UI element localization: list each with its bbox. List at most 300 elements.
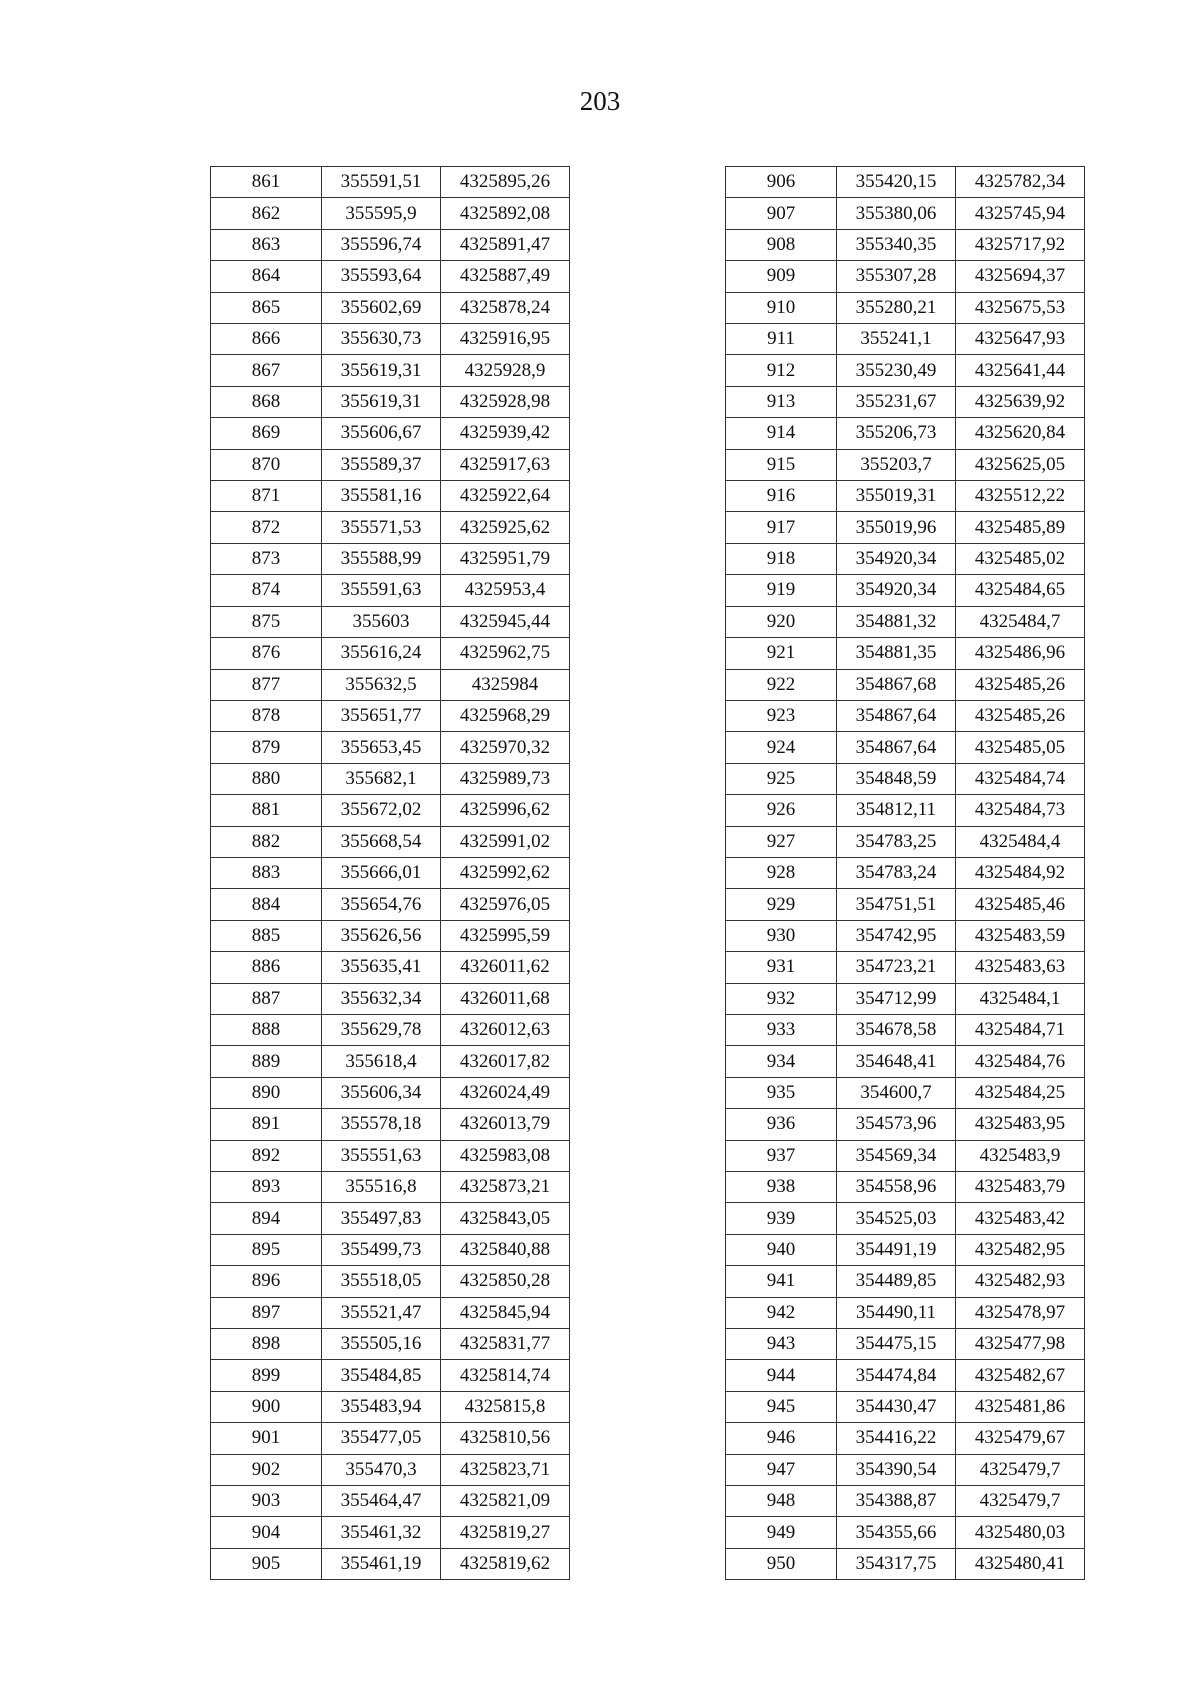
table-row	[726, 1423, 1085, 1454]
x-coordinate-cell: 355682,1	[322, 763, 441, 794]
table-row	[726, 732, 1085, 763]
y-coordinate-cell: 4325483,42	[956, 1203, 1085, 1234]
point-number-cell: 899	[211, 1360, 322, 1391]
point-number-cell: 921	[726, 638, 837, 669]
table-row	[211, 481, 570, 512]
y-coordinate-cell: 4325484,4	[956, 826, 1085, 857]
point-number-cell: 914	[726, 418, 837, 449]
x-coordinate-cell: 355653,45	[322, 732, 441, 763]
y-coordinate-cell: 4325850,28	[441, 1266, 570, 1297]
table-row	[726, 669, 1085, 700]
y-coordinate-cell: 4325843,05	[441, 1203, 570, 1234]
point-number-cell: 916	[726, 481, 837, 512]
point-number-cell: 950	[726, 1548, 837, 1579]
x-coordinate-cell: 355483,94	[322, 1391, 441, 1422]
table-row	[211, 1391, 570, 1422]
x-coordinate-cell: 354390,54	[837, 1454, 956, 1485]
point-number-cell: 943	[726, 1329, 837, 1360]
table-row	[211, 229, 570, 260]
x-coordinate-cell: 355596,74	[322, 229, 441, 260]
y-coordinate-cell: 4325891,47	[441, 229, 570, 260]
x-coordinate-cell: 355591,63	[322, 575, 441, 606]
point-number-cell: 935	[726, 1077, 837, 1108]
point-number-cell: 923	[726, 700, 837, 731]
y-coordinate-cell: 4325479,67	[956, 1423, 1085, 1454]
point-number-cell: 922	[726, 669, 837, 700]
x-coordinate-cell: 354812,11	[837, 795, 956, 826]
point-number-cell: 904	[211, 1517, 322, 1548]
table-row	[726, 1203, 1085, 1234]
y-coordinate-cell: 4325815,8	[441, 1391, 570, 1422]
y-coordinate-cell: 4325482,67	[956, 1360, 1085, 1391]
y-coordinate-cell: 4325892,08	[441, 198, 570, 229]
x-coordinate-cell: 354474,84	[837, 1360, 956, 1391]
table-row	[211, 1454, 570, 1485]
point-number-cell: 864	[211, 261, 322, 292]
x-coordinate-cell: 354490,11	[837, 1297, 956, 1328]
x-coordinate-cell: 355635,41	[322, 952, 441, 983]
y-coordinate-cell: 4325970,32	[441, 732, 570, 763]
x-coordinate-cell: 355280,21	[837, 292, 956, 323]
y-coordinate-cell: 4325717,92	[956, 229, 1085, 260]
table-row	[211, 763, 570, 794]
x-coordinate-cell: 355602,69	[322, 292, 441, 323]
point-number-cell: 948	[726, 1486, 837, 1517]
y-coordinate-cell: 4325814,74	[441, 1360, 570, 1391]
point-number-cell: 911	[726, 324, 837, 355]
y-coordinate-cell: 4325484,7	[956, 606, 1085, 637]
x-coordinate-cell: 355603	[322, 606, 441, 637]
point-number-cell: 871	[211, 481, 322, 512]
table-row	[726, 481, 1085, 512]
y-coordinate-cell: 4325996,62	[441, 795, 570, 826]
point-number-cell: 905	[211, 1548, 322, 1579]
point-number-cell: 934	[726, 1046, 837, 1077]
x-coordinate-cell: 354430,47	[837, 1391, 956, 1422]
y-coordinate-cell: 4325840,88	[441, 1234, 570, 1265]
point-number-cell: 880	[211, 763, 322, 794]
table-row	[211, 1548, 570, 1579]
table-row	[726, 1517, 1085, 1548]
x-coordinate-cell: 355581,16	[322, 481, 441, 512]
table-row	[211, 889, 570, 920]
point-number-cell: 918	[726, 543, 837, 574]
table-row	[726, 292, 1085, 323]
y-coordinate-cell: 4325976,05	[441, 889, 570, 920]
y-coordinate-cell: 4325483,95	[956, 1109, 1085, 1140]
point-number-cell: 872	[211, 512, 322, 543]
y-coordinate-cell: 4326017,82	[441, 1046, 570, 1077]
x-coordinate-cell: 355019,96	[837, 512, 956, 543]
x-coordinate-cell: 355606,34	[322, 1077, 441, 1108]
y-coordinate-cell: 4325479,7	[956, 1486, 1085, 1517]
point-number-cell: 944	[726, 1360, 837, 1391]
point-number-cell: 868	[211, 386, 322, 417]
point-number-cell: 942	[726, 1297, 837, 1328]
x-coordinate-cell: 355632,5	[322, 669, 441, 700]
table-row	[726, 1329, 1085, 1360]
table-row	[726, 606, 1085, 637]
table-row	[211, 952, 570, 983]
point-number-cell: 877	[211, 669, 322, 700]
table-row	[726, 1077, 1085, 1108]
x-coordinate-cell: 355461,32	[322, 1517, 441, 1548]
table-row	[726, 198, 1085, 229]
table-row	[211, 920, 570, 951]
x-coordinate-cell: 355206,73	[837, 418, 956, 449]
table-row	[211, 1423, 570, 1454]
table-body	[211, 167, 570, 1580]
table-row	[211, 700, 570, 731]
y-coordinate-cell: 4325484,71	[956, 1014, 1085, 1045]
table-row	[726, 983, 1085, 1014]
y-coordinate-cell: 4325484,73	[956, 795, 1085, 826]
y-coordinate-cell: 4325916,95	[441, 324, 570, 355]
point-number-cell: 889	[211, 1046, 322, 1077]
table-row	[211, 1077, 570, 1108]
point-number-cell: 884	[211, 889, 322, 920]
x-coordinate-cell: 355497,83	[322, 1203, 441, 1234]
point-number-cell: 928	[726, 857, 837, 888]
table-row	[726, 1391, 1085, 1422]
point-number-cell: 901	[211, 1423, 322, 1454]
x-coordinate-cell: 355666,01	[322, 857, 441, 888]
y-coordinate-cell: 4325782,34	[956, 167, 1085, 198]
table-row	[726, 1172, 1085, 1203]
point-number-cell: 879	[211, 732, 322, 763]
y-coordinate-cell: 4325625,05	[956, 449, 1085, 480]
table-row	[726, 386, 1085, 417]
table-row	[211, 355, 570, 386]
point-number-cell: 894	[211, 1203, 322, 1234]
table-row	[726, 1109, 1085, 1140]
y-coordinate-cell: 4325925,62	[441, 512, 570, 543]
y-coordinate-cell: 4325821,09	[441, 1486, 570, 1517]
point-number-cell: 917	[726, 512, 837, 543]
x-coordinate-cell: 354569,34	[837, 1140, 956, 1171]
y-coordinate-cell: 4325951,79	[441, 543, 570, 574]
y-coordinate-cell: 4325945,44	[441, 606, 570, 637]
x-coordinate-cell: 354317,75	[837, 1548, 956, 1579]
y-coordinate-cell: 4325641,44	[956, 355, 1085, 386]
point-number-cell: 861	[211, 167, 322, 198]
point-number-cell: 890	[211, 1077, 322, 1108]
x-coordinate-cell: 355380,06	[837, 198, 956, 229]
x-coordinate-cell: 355618,4	[322, 1046, 441, 1077]
x-coordinate-cell: 355470,3	[322, 1454, 441, 1485]
x-coordinate-cell: 355616,24	[322, 638, 441, 669]
table-row	[726, 1360, 1085, 1391]
y-coordinate-cell: 4325995,59	[441, 920, 570, 951]
table-body	[726, 167, 1085, 1580]
x-coordinate-cell: 355606,67	[322, 418, 441, 449]
table-row	[726, 1266, 1085, 1297]
x-coordinate-cell: 354388,87	[837, 1486, 956, 1517]
point-number-cell: 891	[211, 1109, 322, 1140]
point-number-cell: 945	[726, 1391, 837, 1422]
coordinates-table-right	[725, 166, 1085, 1580]
table-row	[726, 1548, 1085, 1579]
y-coordinate-cell: 4325928,9	[441, 355, 570, 386]
table-row	[726, 1046, 1085, 1077]
y-coordinate-cell: 4325485,02	[956, 543, 1085, 574]
y-coordinate-cell: 4325831,77	[441, 1329, 570, 1360]
point-number-cell: 929	[726, 889, 837, 920]
x-coordinate-cell: 354712,99	[837, 983, 956, 1014]
x-coordinate-cell: 354678,58	[837, 1014, 956, 1045]
table-row	[211, 324, 570, 355]
point-number-cell: 927	[726, 826, 837, 857]
point-number-cell: 887	[211, 983, 322, 1014]
table-row	[726, 543, 1085, 574]
table-row	[211, 575, 570, 606]
x-coordinate-cell: 355231,67	[837, 386, 956, 417]
x-coordinate-cell: 355516,8	[322, 1172, 441, 1203]
y-coordinate-cell: 4325485,26	[956, 700, 1085, 731]
table-row	[211, 669, 570, 700]
y-coordinate-cell: 4325873,21	[441, 1172, 570, 1203]
table-row	[211, 795, 570, 826]
point-number-cell: 947	[726, 1454, 837, 1485]
table-row	[211, 543, 570, 574]
point-number-cell: 870	[211, 449, 322, 480]
x-coordinate-cell: 355230,49	[837, 355, 956, 386]
point-number-cell: 897	[211, 1297, 322, 1328]
point-number-cell: 912	[726, 355, 837, 386]
table-row	[211, 826, 570, 857]
table-row	[211, 1329, 570, 1360]
table-row	[211, 449, 570, 480]
point-number-cell: 865	[211, 292, 322, 323]
point-number-cell: 946	[726, 1423, 837, 1454]
x-coordinate-cell: 355619,31	[322, 386, 441, 417]
table-row	[726, 857, 1085, 888]
point-number-cell: 926	[726, 795, 837, 826]
x-coordinate-cell: 354751,51	[837, 889, 956, 920]
table-row	[726, 418, 1085, 449]
x-coordinate-cell: 354742,95	[837, 920, 956, 951]
table-row	[211, 1014, 570, 1045]
x-coordinate-cell: 355505,16	[322, 1329, 441, 1360]
y-coordinate-cell: 4325478,97	[956, 1297, 1085, 1328]
table-row	[726, 700, 1085, 731]
x-coordinate-cell: 355521,47	[322, 1297, 441, 1328]
y-coordinate-cell: 4325484,1	[956, 983, 1085, 1014]
point-number-cell: 932	[726, 983, 837, 1014]
y-coordinate-cell: 4325481,86	[956, 1391, 1085, 1422]
x-coordinate-cell: 354783,25	[837, 826, 956, 857]
x-coordinate-cell: 355654,76	[322, 889, 441, 920]
y-coordinate-cell: 4326012,63	[441, 1014, 570, 1045]
y-coordinate-cell: 4325483,63	[956, 952, 1085, 983]
point-number-cell: 900	[211, 1391, 322, 1422]
y-coordinate-cell: 4325675,53	[956, 292, 1085, 323]
point-number-cell: 878	[211, 700, 322, 731]
point-number-cell: 898	[211, 1329, 322, 1360]
point-number-cell: 903	[211, 1486, 322, 1517]
point-number-cell: 925	[726, 763, 837, 794]
y-coordinate-cell: 4325991,02	[441, 826, 570, 857]
x-coordinate-cell: 355588,99	[322, 543, 441, 574]
y-coordinate-cell: 4326011,62	[441, 952, 570, 983]
x-coordinate-cell: 355668,54	[322, 826, 441, 857]
x-coordinate-cell: 355461,19	[322, 1548, 441, 1579]
y-coordinate-cell: 4325483,79	[956, 1172, 1085, 1203]
table-row	[211, 167, 570, 198]
y-coordinate-cell: 4325482,93	[956, 1266, 1085, 1297]
table-row	[726, 1014, 1085, 1045]
y-coordinate-cell: 4325482,95	[956, 1234, 1085, 1265]
table-row	[211, 198, 570, 229]
point-number-cell: 902	[211, 1454, 322, 1485]
table-row	[211, 1234, 570, 1265]
x-coordinate-cell: 355307,28	[837, 261, 956, 292]
table-row	[211, 386, 570, 417]
x-coordinate-cell: 354600,7	[837, 1077, 956, 1108]
x-coordinate-cell: 355651,77	[322, 700, 441, 731]
y-coordinate-cell: 4325887,49	[441, 261, 570, 292]
table-row	[211, 983, 570, 1014]
x-coordinate-cell: 354848,59	[837, 763, 956, 794]
x-coordinate-cell: 355571,53	[322, 512, 441, 543]
y-coordinate-cell: 4325485,26	[956, 669, 1085, 700]
x-coordinate-cell: 355477,05	[322, 1423, 441, 1454]
y-coordinate-cell: 4325477,98	[956, 1329, 1085, 1360]
point-number-cell: 893	[211, 1172, 322, 1203]
point-number-cell: 913	[726, 386, 837, 417]
x-coordinate-cell: 355629,78	[322, 1014, 441, 1045]
y-coordinate-cell: 4325939,42	[441, 418, 570, 449]
table-row	[211, 292, 570, 323]
point-number-cell: 883	[211, 857, 322, 888]
y-coordinate-cell: 4325845,94	[441, 1297, 570, 1328]
table-row	[211, 512, 570, 543]
y-coordinate-cell: 4325486,96	[956, 638, 1085, 669]
point-number-cell: 888	[211, 1014, 322, 1045]
point-number-cell: 908	[726, 229, 837, 260]
table-row	[726, 638, 1085, 669]
y-coordinate-cell: 4326013,79	[441, 1109, 570, 1140]
x-coordinate-cell: 355593,64	[322, 261, 441, 292]
x-coordinate-cell: 354355,66	[837, 1517, 956, 1548]
table-row	[726, 763, 1085, 794]
y-coordinate-cell: 4325620,84	[956, 418, 1085, 449]
table-row	[726, 1297, 1085, 1328]
table-row	[726, 952, 1085, 983]
y-coordinate-cell: 4325992,62	[441, 857, 570, 888]
table-row	[726, 167, 1085, 198]
point-number-cell: 939	[726, 1203, 837, 1234]
x-coordinate-cell: 354648,41	[837, 1046, 956, 1077]
x-coordinate-cell: 354723,21	[837, 952, 956, 983]
table-row	[726, 512, 1085, 543]
point-number-cell: 938	[726, 1172, 837, 1203]
table-row	[726, 1140, 1085, 1171]
x-coordinate-cell: 354881,32	[837, 606, 956, 637]
y-coordinate-cell: 4325484,74	[956, 763, 1085, 794]
x-coordinate-cell: 354920,34	[837, 543, 956, 574]
point-number-cell: 869	[211, 418, 322, 449]
table-row	[726, 355, 1085, 386]
y-coordinate-cell: 4325639,92	[956, 386, 1085, 417]
table-row	[726, 1234, 1085, 1265]
y-coordinate-cell: 4325917,63	[441, 449, 570, 480]
x-coordinate-cell: 354489,85	[837, 1266, 956, 1297]
table-row	[211, 1172, 570, 1203]
y-coordinate-cell: 4325745,94	[956, 198, 1085, 229]
table-row	[211, 732, 570, 763]
point-number-cell: 940	[726, 1234, 837, 1265]
point-number-cell: 933	[726, 1014, 837, 1045]
point-number-cell: 907	[726, 198, 837, 229]
point-number-cell: 937	[726, 1140, 837, 1171]
point-number-cell: 941	[726, 1266, 837, 1297]
table-row	[211, 857, 570, 888]
table-row	[211, 1109, 570, 1140]
table-row	[211, 1360, 570, 1391]
point-number-cell: 915	[726, 449, 837, 480]
x-coordinate-cell: 355340,35	[837, 229, 956, 260]
x-coordinate-cell: 354475,15	[837, 1329, 956, 1360]
table-row	[726, 324, 1085, 355]
table-row	[211, 1140, 570, 1171]
point-number-cell: 949	[726, 1517, 837, 1548]
x-coordinate-cell: 354867,64	[837, 700, 956, 731]
x-coordinate-cell: 354881,35	[837, 638, 956, 669]
y-coordinate-cell: 4325479,7	[956, 1454, 1085, 1485]
y-coordinate-cell: 4325895,26	[441, 167, 570, 198]
y-coordinate-cell: 4325819,27	[441, 1517, 570, 1548]
point-number-cell: 895	[211, 1234, 322, 1265]
table-row	[211, 1203, 570, 1234]
point-number-cell: 896	[211, 1266, 322, 1297]
x-coordinate-cell: 355595,9	[322, 198, 441, 229]
y-coordinate-cell: 4325819,62	[441, 1548, 570, 1579]
y-coordinate-cell: 4325483,9	[956, 1140, 1085, 1171]
point-number-cell: 930	[726, 920, 837, 951]
y-coordinate-cell: 4325480,41	[956, 1548, 1085, 1579]
table-row	[726, 229, 1085, 260]
y-coordinate-cell: 4325485,89	[956, 512, 1085, 543]
table-row	[211, 261, 570, 292]
table-row	[726, 795, 1085, 826]
y-coordinate-cell: 4326011,68	[441, 983, 570, 1014]
y-coordinate-cell: 4325484,76	[956, 1046, 1085, 1077]
point-number-cell: 873	[211, 543, 322, 574]
x-coordinate-cell: 355203,7	[837, 449, 956, 480]
x-coordinate-cell: 354491,19	[837, 1234, 956, 1265]
coordinates-table-left	[210, 166, 570, 1580]
point-number-cell: 892	[211, 1140, 322, 1171]
point-number-cell: 882	[211, 826, 322, 857]
y-coordinate-cell: 4325968,29	[441, 700, 570, 731]
table-row	[726, 1486, 1085, 1517]
page-number: 203	[579, 86, 621, 116]
point-number-cell: 909	[726, 261, 837, 292]
y-coordinate-cell: 4325480,03	[956, 1517, 1085, 1548]
x-coordinate-cell: 354558,96	[837, 1172, 956, 1203]
table-row	[726, 826, 1085, 857]
y-coordinate-cell: 4325983,08	[441, 1140, 570, 1171]
x-coordinate-cell: 354867,64	[837, 732, 956, 763]
y-coordinate-cell: 4325953,4	[441, 575, 570, 606]
y-coordinate-cell: 4325484,25	[956, 1077, 1085, 1108]
point-number-cell: 886	[211, 952, 322, 983]
table-row	[211, 1486, 570, 1517]
point-number-cell: 863	[211, 229, 322, 260]
x-coordinate-cell: 354525,03	[837, 1203, 956, 1234]
table-row	[726, 261, 1085, 292]
